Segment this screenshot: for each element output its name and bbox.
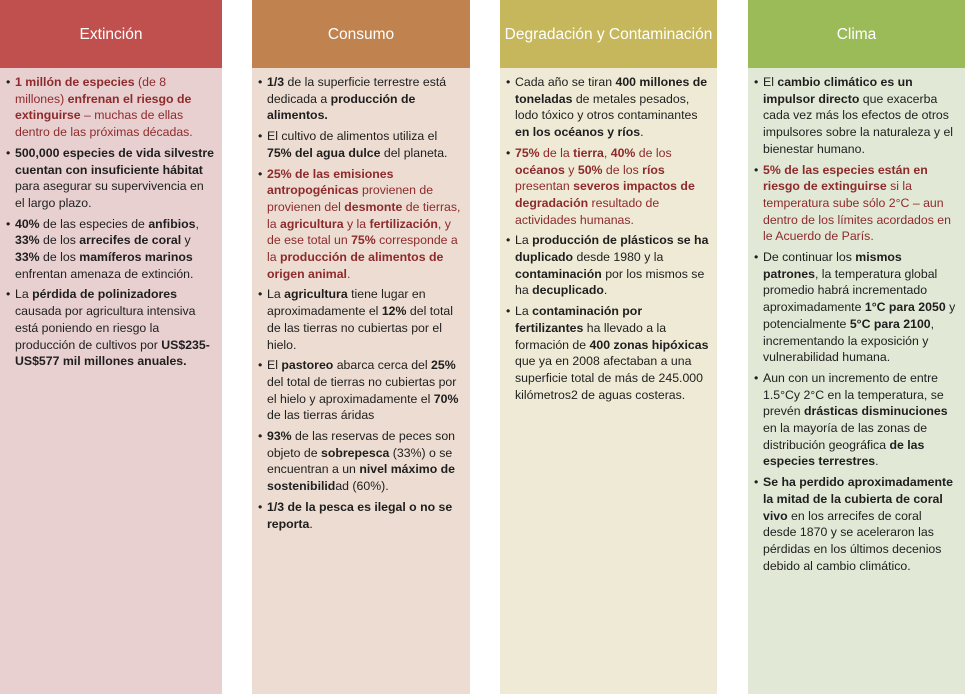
body-text: , incrementando la exposición y vulnerabilidad humana. [763, 316, 935, 365]
body-text: De continuar los [763, 250, 856, 265]
bold-text: pastoreo [281, 358, 334, 373]
body-text: de metales pesados, lodo tóxico y otros contaminantes [515, 91, 698, 123]
bold-text: US$235-US$577 mil millones anuales. [15, 337, 210, 369]
body-text: de tierras, la [267, 199, 461, 231]
column-clima [748, 0, 965, 694]
body-text: (33%) o se encuentran a un [267, 445, 453, 477]
bullet-item [506, 145, 709, 229]
bold-text: 40% [610, 145, 636, 160]
body-text: para asegurar su supervivencia en el largo plazo. [15, 179, 204, 210]
bold-text: océanos [515, 162, 565, 177]
body-text: de los [39, 250, 80, 265]
bold-text: decuplicado [532, 283, 604, 298]
body-text: y [564, 162, 578, 177]
column-body [748, 68, 965, 694]
body-text: – muchas de ellas dentro de las próximas décadas. [15, 108, 193, 140]
bullet-item [506, 232, 709, 299]
bold-text: agricultura [280, 216, 344, 231]
body-text: enfrentan amenaza de extinción. [15, 266, 194, 281]
body-text: de las reservas de peces son objeto de [267, 429, 455, 460]
column-title: Degradación y Contaminación [504, 25, 713, 43]
bold-text: 40% [15, 216, 40, 231]
body-text: , [195, 216, 199, 231]
body-text: (de 8 millones) [15, 75, 167, 106]
bullet-item [6, 145, 214, 212]
column-consumo [252, 0, 470, 694]
item-list [506, 74, 709, 403]
bullet-item [258, 128, 462, 161]
bold-text: pérdida de polinizadores [32, 287, 177, 302]
bullet-item [754, 249, 957, 366]
body-text: y la [343, 216, 370, 231]
body-text: tiene lugar en aproximadamente el [267, 287, 426, 319]
column-title: Clima [836, 25, 877, 43]
bold-text: anfibios [148, 216, 196, 231]
bullet-item [754, 162, 957, 246]
body-text: del total de las tierras no cubiertas por el hielo. [267, 304, 453, 352]
bullet-item [506, 74, 709, 141]
body-text: por los mismos se ha [515, 266, 705, 298]
bold-text: nivel máximo de sostenibilid [267, 462, 455, 494]
column-title: Extinción [79, 25, 143, 43]
body-text: , la temperatura global promedio habrá incrementado aproximadamente [763, 266, 938, 315]
bullet-item [258, 74, 462, 124]
column-title: Consumo [327, 25, 395, 43]
body-text: provienen de provienen del [267, 183, 434, 214]
bullet-item [6, 74, 214, 141]
bold-text: agricultura [284, 287, 348, 302]
body-text: . [346, 266, 351, 281]
body-text: desde 1980 y la [573, 250, 664, 265]
bold-text: mismos patrones [763, 250, 902, 281]
bold-text: 25% [431, 358, 456, 373]
bullet-item [754, 370, 957, 470]
column-body [252, 68, 470, 694]
bold-text: mamíferos marinos [79, 250, 193, 265]
body-text: La [515, 233, 533, 248]
body-text: . [603, 283, 608, 298]
item-list [754, 74, 957, 574]
bold-text: 75% del agua dulce [267, 145, 381, 160]
bullet-item [258, 357, 462, 424]
bold-text: 50% [577, 162, 603, 177]
bold-text: 5°C para 2100 [849, 316, 931, 331]
body-text: Cada año se tiran [515, 75, 616, 89]
column-extincion [0, 0, 222, 694]
bold-text: ríos [642, 162, 665, 177]
body-text: abarca cerca del [333, 358, 432, 373]
bold-text: severos impactos de degradación [515, 179, 695, 210]
bold-text: 400 millones de toneladas [515, 75, 708, 106]
column-header [252, 0, 470, 68]
body-text: , y de ese total un [267, 216, 451, 248]
bullet-item [258, 286, 462, 353]
bold-text: 400 zonas hipóxicas [589, 337, 709, 352]
bold-text: 33% [15, 233, 40, 248]
bold-text: 75% [351, 233, 376, 248]
bold-text: 5% de las especies están en riesgo de extinguirse [763, 162, 928, 194]
bold-text: 93% [267, 429, 292, 444]
body-text: en la mayoría de las zonas de distribución geográfica [763, 421, 928, 452]
body-text: y potencialmente [763, 300, 956, 331]
body-text: El [267, 358, 282, 373]
bold-text: Se ha perdido aproximadamente la mitad de la cubierta de coral vivo [763, 475, 953, 523]
bold-text: drásticas disminuciones [804, 404, 948, 419]
bold-text: 1°C para 2050 [864, 300, 946, 315]
body-text: El cultivo de alimentos utiliza el [267, 129, 438, 144]
bold-text: 25% de las emisiones antropogénicas [267, 166, 394, 198]
bold-text: de las especies terrestres [763, 437, 925, 469]
bold-text: cambio climático es un impulsor directo [763, 75, 913, 106]
body-text: resultado de actividades humanas. [515, 195, 660, 227]
body-text: que exacerba cada vez más los efectos de otros impulsores sobre la naturaleza y el bienestar humano. [763, 91, 954, 156]
bold-text: 1 millón de especies [15, 75, 135, 89]
bold-text: 33% [15, 250, 40, 265]
body-text: y [181, 233, 191, 248]
column-header [500, 0, 717, 68]
bullet-item [754, 74, 957, 158]
bold-text: producción de plásticos se ha duplicado [515, 233, 709, 265]
body-text: del planeta. [380, 145, 448, 160]
body-text: ad (60%). [335, 479, 389, 494]
bold-text: 1/3 de la pesca es ilegal o no se reporta [267, 499, 453, 531]
body-text: La [267, 287, 285, 302]
bold-text: 12% [381, 304, 407, 319]
bold-text: 75% [515, 145, 540, 160]
body-text: de los [602, 162, 643, 177]
bold-text: fertilización [369, 216, 438, 231]
body-text: de las especies de [39, 216, 149, 231]
bold-text: 1/3 [267, 75, 285, 89]
body-text: . [640, 125, 644, 140]
body-text: , [603, 145, 611, 160]
body-text: El [763, 75, 778, 89]
bold-text: 70% [433, 391, 459, 406]
bold-text: desmonte [344, 199, 403, 214]
bullet-item [506, 303, 709, 403]
body-text: causada por agricultura intensiva está poniendo en riesgo la producción de cultivos por [15, 304, 196, 352]
body-text: de la [539, 145, 574, 160]
bold-text: sobrepesca [321, 445, 390, 460]
body-text: corresponde a la [267, 233, 458, 265]
column-header [748, 0, 965, 68]
body-text: La [15, 287, 33, 302]
body-text: de las tierras áridas [267, 408, 375, 423]
bold-text: enfrenan el riesgo de extinguirse [15, 91, 192, 123]
bold-text: tierra [573, 145, 604, 160]
bullet-item [754, 474, 957, 574]
body-text: en los arrecifes de coral desde 1870 y se aceleraron las pérdidas en los últimos decenios debido al cambio climático. [763, 508, 942, 573]
bullet-item [258, 499, 462, 532]
bold-text: en los océanos y ríos [515, 125, 641, 140]
body-text: de la superficie terrestre está dedicada a [267, 75, 447, 106]
body-text: del total de tierras no cubiertas por el hielo y aproximadamente el [267, 374, 457, 406]
bold-text: contaminación por fertilizantes [515, 304, 643, 335]
bold-text: arrecifes de coral [79, 233, 182, 248]
column-header [0, 0, 222, 68]
bullet-item [258, 428, 462, 495]
body-text: . [875, 454, 879, 469]
body-text: si la temperatura sube sólo 2°C – aun dentro de los límites acordados en le Acuerdo de París. [763, 179, 951, 244]
column-body [0, 68, 222, 694]
bullet-item [6, 216, 214, 283]
body-text: La [515, 304, 533, 319]
body-text: de los [39, 233, 80, 248]
bullet-item [258, 166, 462, 283]
body-text: Aun con un incremento de entre 1.5°Cy 2°C en la temperatura, se prevén [763, 370, 944, 419]
column-degradacion [500, 0, 717, 694]
item-list [6, 74, 214, 370]
bullet-item [6, 286, 214, 370]
bold-text: producción de alimentos de origen animal [267, 250, 444, 281]
body-text: . [309, 516, 313, 531]
bold-text: producción de alimentos. [267, 91, 416, 123]
bold-text: 500,000 especies de vida silvestre cuentan con insuficiente hábitat [15, 145, 214, 177]
item-list [258, 74, 462, 532]
column-body [500, 68, 717, 694]
body-text: presentan [515, 179, 574, 194]
body-text: que ya en 2008 afectaban a una superficie total de más de 245.000 kilómetros2 de aguas costeras. [515, 354, 703, 402]
body-text: de los [635, 145, 672, 160]
body-text: ha llevado a la formación de [515, 320, 667, 352]
bold-text: contaminación [515, 266, 602, 281]
